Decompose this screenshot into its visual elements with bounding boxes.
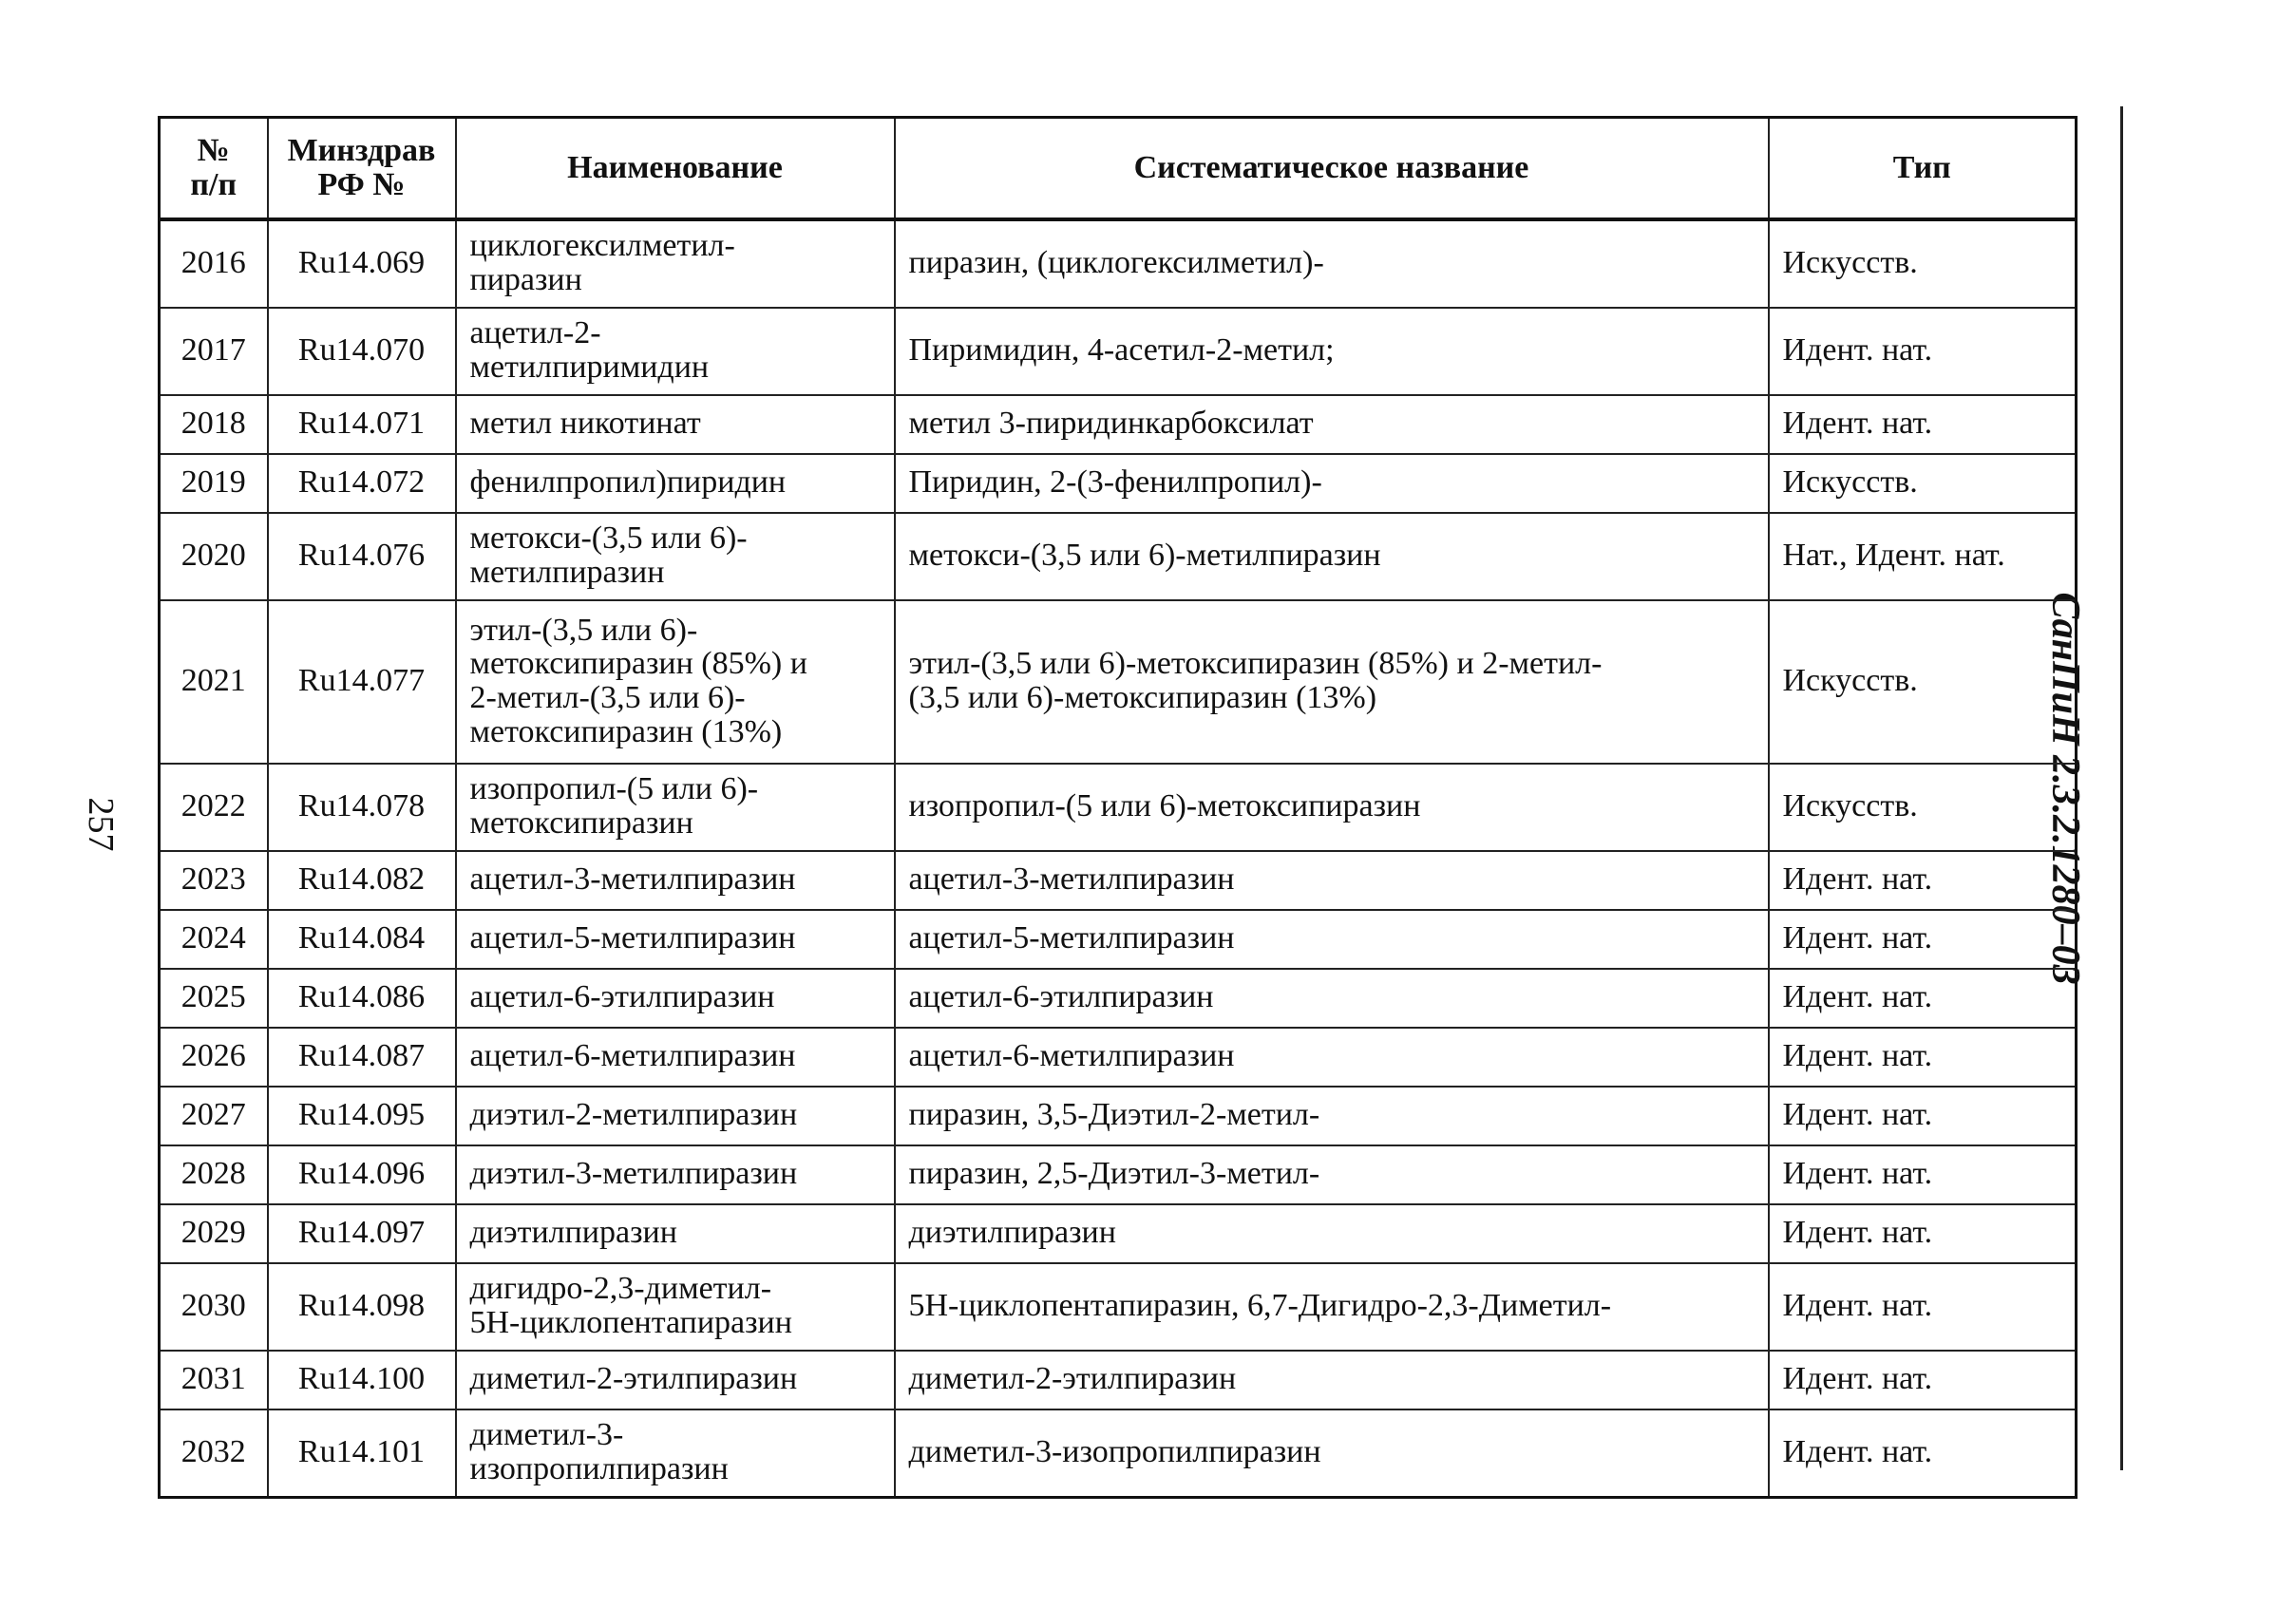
name-cell-line: метоксипиразин — [469, 805, 693, 841]
ministry-code-cell: Ru14.084 — [268, 910, 456, 969]
type-cell: Идент. нат. — [1769, 1145, 2077, 1204]
row-number-cell: 2020 — [160, 513, 268, 600]
name-cell-line: метокси-(3,5 или 6)- — [469, 520, 748, 557]
systematic-name-cell — [895, 1263, 1769, 1351]
ministry-code-cell: Ru14.087 — [268, 1028, 456, 1087]
name-cell-line: этил-(3,5 или 6)- — [469, 612, 698, 648]
ministry-code-cell: Ru14.096 — [268, 1145, 456, 1204]
systematic-name-cell — [895, 969, 1769, 1028]
name-cell — [456, 764, 895, 851]
row-number-cell: 2019 — [160, 454, 268, 513]
row-number-cell: 2016 — [160, 219, 268, 308]
row-number-cell: 2023 — [160, 851, 268, 910]
name-cell-line: фенилпропил)пиридин — [469, 464, 787, 501]
header-number — [160, 118, 268, 220]
table-row — [160, 513, 2077, 600]
systematic-name-cell-line: метокси-(3,5 или 6)-метилпиразин — [908, 538, 1381, 574]
ministry-code-cell: Ru14.072 — [268, 454, 456, 513]
name-cell — [456, 1028, 895, 1087]
table-row — [160, 969, 2077, 1028]
ministry-code-cell: Ru14.095 — [268, 1087, 456, 1145]
name-cell-line: 5Н-циклопентапиразин — [469, 1305, 792, 1340]
systematic-name-cell — [895, 395, 1769, 454]
name-cell-line: циклогексилметил- — [469, 228, 735, 264]
ministry-code-cell: Ru14.076 — [268, 513, 456, 600]
systematic-name-cell — [895, 1028, 1769, 1087]
row-number-cell: 2017 — [160, 308, 268, 395]
name-cell-line: дигидро-2,3-диметил- — [469, 1271, 772, 1307]
ministry-code-cell: Ru14.069 — [268, 219, 456, 308]
systematic-name-cell — [895, 308, 1769, 395]
table-row — [160, 219, 2077, 308]
name-cell — [456, 513, 895, 600]
table-row — [160, 600, 2077, 764]
ministry-code-cell: Ru14.101 — [268, 1409, 456, 1498]
systematic-name-cell — [895, 1409, 1769, 1498]
table-row — [160, 1351, 2077, 1409]
row-number-cell: 2030 — [160, 1263, 268, 1351]
name-cell-line: метилпиразин — [469, 555, 665, 590]
row-number-cell: 2032 — [160, 1409, 268, 1498]
systematic-name-cell-line: ацетил-5-метилпиразин — [908, 920, 1235, 956]
name-cell-line: ацетил-3-метилпиразин — [469, 861, 796, 898]
systematic-name-cell-line: Пиримидин, 4-асетил-2-метил; — [908, 332, 1335, 369]
table-row — [160, 910, 2077, 969]
substance-table — [158, 116, 2078, 1499]
systematic-name-cell-line: ацетил-6-этилпиразин — [908, 979, 1214, 1015]
header-ministry-code-line: РФ № — [317, 167, 406, 202]
ministry-code-cell: Ru14.070 — [268, 308, 456, 395]
name-cell-line: изопропил-(5 или 6)- — [469, 771, 759, 807]
name-cell-line: метоксипиразин (85%) и — [469, 646, 807, 682]
systematic-name-cell — [895, 1204, 1769, 1263]
ministry-code-cell: Ru14.082 — [268, 851, 456, 910]
name-cell-line: метилпиримидин — [469, 350, 710, 385]
table-body — [160, 219, 2077, 1498]
type-cell: Искусств. — [1769, 600, 2077, 764]
ministry-code-cell: Ru14.077 — [268, 600, 456, 764]
name-cell — [456, 308, 895, 395]
side-rule — [2120, 106, 2123, 1470]
type-cell: Идент. нат. — [1769, 308, 2077, 395]
systematic-name-cell — [895, 1087, 1769, 1145]
name-cell — [456, 1204, 895, 1263]
systematic-name-cell — [895, 454, 1769, 513]
type-cell: Идент. нат. — [1769, 1204, 2077, 1263]
name-cell-line: диметил-3- — [469, 1417, 624, 1453]
row-number-cell: 2031 — [160, 1351, 268, 1409]
table-row — [160, 1028, 2077, 1087]
header-systematic-name: Систематическое название — [895, 118, 1769, 220]
name-cell-line: метоксипиразин (13%) — [469, 713, 783, 749]
row-number-cell: 2024 — [160, 910, 268, 969]
table-row — [160, 1087, 2077, 1145]
ministry-code-cell: Ru14.086 — [268, 969, 456, 1028]
row-number-cell: 2029 — [160, 1204, 268, 1263]
row-number-cell: 2027 — [160, 1087, 268, 1145]
name-cell-line: метил никотинат — [469, 406, 701, 442]
systematic-name-cell — [895, 513, 1769, 600]
systematic-name-cell-line: изопропил-(5 или 6)-метоксипиразин — [908, 788, 1421, 824]
header-number-line: п/п — [190, 167, 237, 202]
systematic-name-cell — [895, 1351, 1769, 1409]
name-cell-line: ацетил-2- — [469, 315, 601, 351]
name-cell — [456, 395, 895, 454]
type-cell: Идент. нат. — [1769, 851, 2077, 910]
row-number-cell: 2026 — [160, 1028, 268, 1087]
table-row — [160, 764, 2077, 851]
systematic-name-cell — [895, 851, 1769, 910]
type-cell: Идент. нат. — [1769, 1028, 2077, 1087]
systematic-name-cell — [895, 910, 1769, 969]
name-cell-line: диэтил-3-метилпиразин — [469, 1156, 798, 1192]
row-number-cell: 2025 — [160, 969, 268, 1028]
ministry-code-cell: Ru14.097 — [268, 1204, 456, 1263]
systematic-name-cell-line: (3,5 или 6)-метоксипиразин (13%) — [908, 680, 1377, 715]
name-cell — [456, 454, 895, 513]
name-cell — [456, 969, 895, 1028]
type-cell: Нат., Идент. нат. — [1769, 513, 2077, 600]
table-header-row — [160, 118, 2077, 220]
ministry-code-cell: Ru14.071 — [268, 395, 456, 454]
table-row — [160, 1263, 2077, 1351]
row-number-cell: 2018 — [160, 395, 268, 454]
type-cell: Идент. нат. — [1769, 395, 2077, 454]
header-number-line: № — [197, 133, 230, 169]
table-row — [160, 395, 2077, 454]
systematic-name-cell — [895, 1145, 1769, 1204]
running-title: СанПиН 2.3.2.1280–03 — [2043, 592, 2087, 985]
ministry-code-cell: Ru14.078 — [268, 764, 456, 851]
systematic-name-cell-line: диэтилпиразин — [908, 1215, 1116, 1251]
systematic-name-cell — [895, 764, 1769, 851]
systematic-name-cell-line: диметил-2-этилпиразин — [908, 1361, 1237, 1397]
name-cell — [456, 1409, 895, 1498]
type-cell: Искусств. — [1769, 219, 2077, 308]
systematic-name-cell-line: пиразин, 2,5-Диэтил-3-метил- — [908, 1156, 1320, 1192]
systematic-name-cell-line: диметил-3-изопропилпиразин — [908, 1434, 1321, 1470]
systematic-name-cell-line: пиразин, 3,5-Диэтил-2-метил- — [908, 1097, 1320, 1133]
systematic-name-cell-line: Пиридин, 2-(3-фенилпропил)- — [908, 464, 1322, 501]
table-row — [160, 851, 2077, 910]
systematic-name-cell-line: метил 3-пиридинкарбоксилат — [908, 406, 1314, 442]
type-cell: Идент. нат. — [1769, 1087, 2077, 1145]
name-cell — [456, 1087, 895, 1145]
systematic-name-cell-line: этил-(3,5 или 6)-метоксипиразин (85%) и 2-метил- — [908, 646, 1603, 682]
header-ministry-code — [268, 118, 456, 220]
name-cell — [456, 1263, 895, 1351]
name-cell — [456, 910, 895, 969]
table-row — [160, 308, 2077, 395]
type-cell: Идент. нат. — [1769, 969, 2077, 1028]
systematic-name-cell — [895, 219, 1769, 308]
type-cell: Идент. нат. — [1769, 1263, 2077, 1351]
type-cell: Идент. нат. — [1769, 1351, 2077, 1409]
ministry-code-cell: Ru14.100 — [268, 1351, 456, 1409]
name-cell-line: диэтилпиразин — [469, 1215, 677, 1251]
row-number-cell: 2022 — [160, 764, 268, 851]
table-row — [160, 454, 2077, 513]
row-number-cell: 2028 — [160, 1145, 268, 1204]
name-cell-line: диэтил-2-метилпиразин — [469, 1097, 798, 1133]
name-cell-line: 2-метил-(3,5 или 6)- — [469, 680, 746, 715]
type-cell: Искусств. — [1769, 454, 2077, 513]
name-cell-line: пиразин — [469, 262, 582, 297]
systematic-name-cell-line: ацетил-3-метилпиразин — [908, 861, 1235, 898]
type-cell: Искусств. — [1769, 764, 2077, 851]
systematic-name-cell-line: ацетил-6-метилпиразин — [908, 1038, 1235, 1074]
name-cell-line: изопропилпиразин — [469, 1451, 729, 1486]
name-cell-line: ацетил-5-метилпиразин — [469, 920, 796, 956]
type-cell: Идент. нат. — [1769, 910, 2077, 969]
table-row — [160, 1409, 2077, 1498]
header-ministry-code-line: Минздрав — [287, 133, 436, 169]
type-cell: Идент. нат. — [1769, 1409, 2077, 1498]
name-cell — [456, 600, 895, 764]
table-row — [160, 1204, 2077, 1263]
name-cell — [456, 1145, 895, 1204]
systematic-name-cell-line: 5Н-циклопентапиразин, 6,7-Дигидро-2,3-Диметил- — [908, 1288, 1612, 1324]
name-cell-line: ацетил-6-метилпиразин — [469, 1038, 796, 1074]
header-name: Наименование — [456, 118, 895, 220]
ministry-code-cell: Ru14.098 — [268, 1263, 456, 1351]
name-cell-line: диметил-2-этилпиразин — [469, 1361, 798, 1397]
systematic-name-cell-line: пиразин, (циклогексилметил)- — [908, 245, 1324, 281]
table-row — [160, 1145, 2077, 1204]
name-cell — [456, 851, 895, 910]
page-number: 257 — [81, 797, 121, 852]
name-cell-line: ацетил-6-этилпиразин — [469, 979, 775, 1015]
name-cell — [456, 219, 895, 308]
systematic-name-cell — [895, 600, 1769, 764]
row-number-cell: 2021 — [160, 600, 268, 764]
header-type: Тип — [1769, 118, 2077, 220]
name-cell — [456, 1351, 895, 1409]
